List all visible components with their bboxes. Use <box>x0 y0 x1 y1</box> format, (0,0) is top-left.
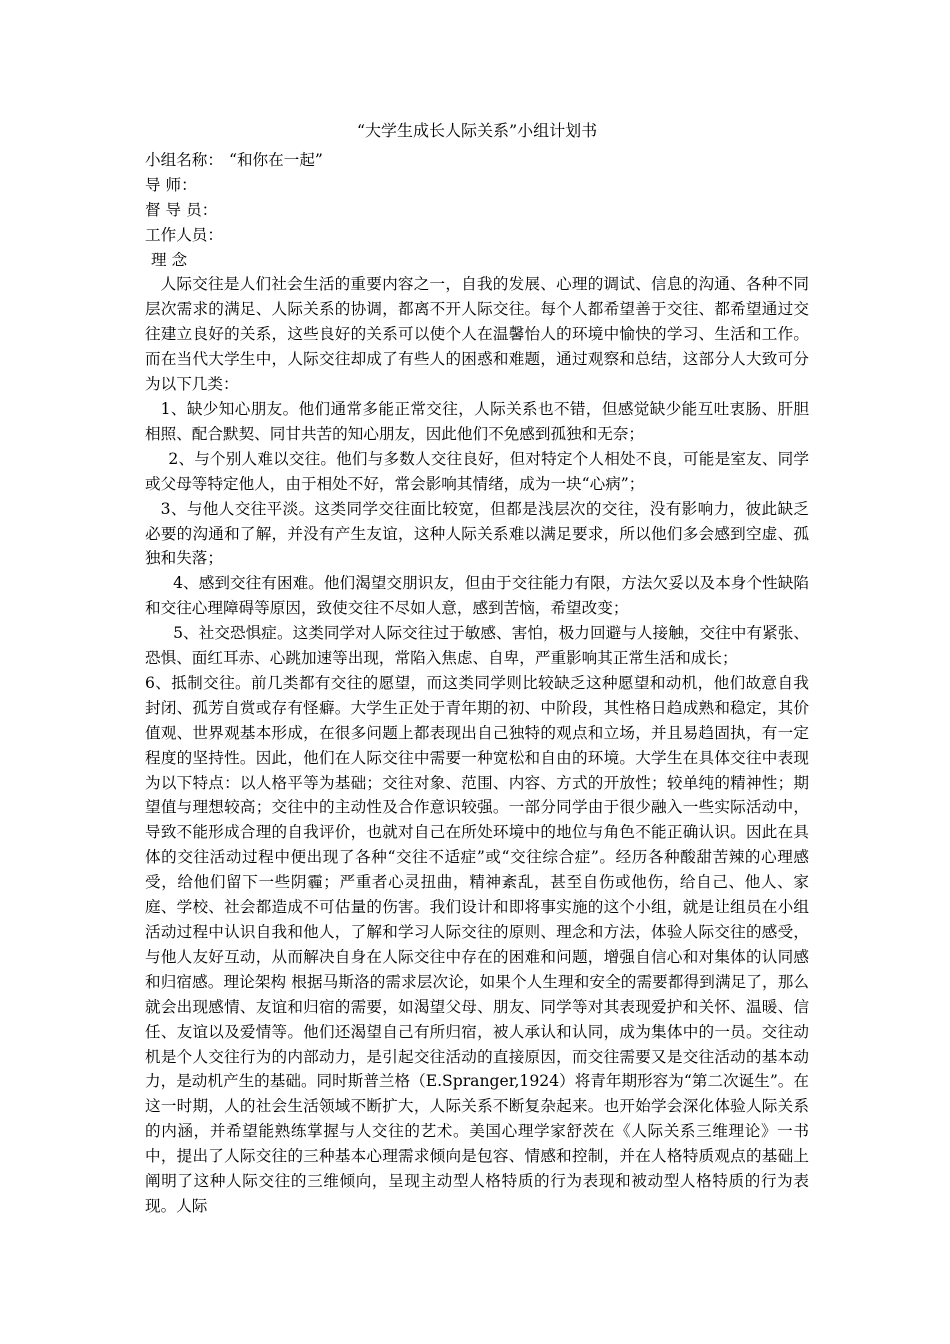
category-paragraph-2: 2、与个别人难以交往。他们与多数人交往良好，但对特定个人相处不良，可能是室友、同学或父母等特定他人，由于相处不好，常会影响其情绪，成为一块“心病”； <box>145 449 809 493</box>
group-name-value: “和你在一起” <box>228 150 323 169</box>
mentor-label: 导 师： <box>145 175 197 194</box>
document-title: “大学生成长人际关系”小组计划书 <box>356 121 598 140</box>
staff-field <box>145 223 809 248</box>
mentor-field <box>145 173 809 198</box>
category-paragraph-4: 4、感到交往有困难。他们渴望交朋识友，但由于交往能力有限，方法欠妥以及本身个性缺陷和交往心理障碍等原因，致使交往不尽如人意，感到苦恼，希望改变； <box>145 574 809 618</box>
document-body <box>145 119 809 1219</box>
supervisor-field <box>145 198 809 223</box>
category-paragraph-1: 1、缺少知心朋友。他们通常多能正常交往，人际关系也不错，但感觉缺少能互吐衷肠、肝胆相照、配合默契、同甘共苦的知心朋友，因此他们不免感到孤独和无奈； <box>145 399 809 443</box>
supervisor-label: 督 导 员： <box>145 200 218 219</box>
category-paragraph-6: 6、抵制交往。前几类都有交往的愿望，而这类同学则比较缺乏这种愿望和动机，他们故意自我封闭、孤芳自赏或存有怪癖。大学生正处于青年期的初、中阶段，其性格日趋成熟和稳定，其价值观、世界观基本形成，在很多问题上都表现出自己独特的观点和立场，并且易趋固执，有一定程度的坚持性。因此，他们在人际交往中需要一种宽松和自由的环境。大学生在具体交往中表现为以下特点：以人格平等为基础；交往对象、范围、内容、方式的开放性；较单纯的精神性；期望值与理想较高；交往中的主动性及合作意识较强。一部分同学由于很少融入一些实际活动中，导致不能形成合理的自我评价，也就对自己在所处环境中的地位与角色不能正确认识。因此在具体的交往活动过程中便出现了各种“交往不适症”或“交往综合症”。经历各种酸甜苦辣的心理感受，给他们留下一些阴霾；严重者心灵扭曲，精神紊乱，甚至自伤或他伤，给自己、他人、家庭、学校、社会都造成不可估量的伤害。我们设计和即将事实施的这个小组，就是让组员在小组活动过程中认识自我和他人，了解和学习人际交往的原则、理念和方法，体验人际交往的感受，与他人友好互动，从而解决自身在人际交往中存在的困难和问题，增强自信心和对集体的认同感和归宿感。理论架构 根据马斯洛的需求层次论，如果个人生理和安全的需要都得到满足了，那么就会出现感情、友谊和归宿的需要，如渴望父母、朋友、同学等对其表现爱护和关怀、温暖、信任、友谊以及爱情等。他们还渴望自己有所归宿，被人承认和认同，成为集体中的一员。交往动机是个人交往行为的内部动力，是引起交往活动的直接原因，而交往需要又是交往活动的基本动力，是动机产生的基础。同时斯普兰格（E.Spranger,1924）将青年期形容为“第二次诞生”。在这一时期，人的社会生活领域不断扩大，人际关系不断复杂起来。也开始学会深化体验人际关系的内涵，并希望能熟练掌握与人交往的艺术。美国心理学家舒茨在《人际关系三维理论》一书中，提出了人际交往的三种基本心理需求倾向是包容、情感和控制，并在人格特质观点的基础上阐明了这种人际交往的三维倾向，呈现主动型人格特质的行为表现和被动型人格特质的行为表现。人际 <box>145 673 809 1215</box>
group-name-label: 小组名称： <box>145 150 223 169</box>
section-heading-philosophy: 理 念 <box>151 250 188 269</box>
category-paragraph-5: 5、社交恐惧症。这类同学对人际交往过于敏感、害怕，极力回避与人接触，交往中有紧张、恐惧、面红耳赤、心跳加速等出现，常陷入焦虑、自卑，严重影响其正常生活和成长； <box>145 624 809 668</box>
category-paragraph-3: 3、与他人交往平淡。这类同学交往面比较宽，但都是浅层次的交往，没有影响力，彼此缺乏必要的沟通和了解，并没有产生友谊，这种人际关系难以满足要求，所以他们多会感到空虚、孤独和失落； <box>145 499 809 568</box>
group-name-field <box>145 148 809 173</box>
intro-paragraph: 人际交往是人们社会生活的重要内容之一，自我的发展、心理的调试、信息的沟通、各种不同层次需求的满足、人际关系的协调，都离不开人际交往。每个人都希望善于交往、都希望通过交往建立良好的关系，这些良好的关系可以使个人在温馨怡人的环境中愉快的学习、生活和工作。而在当代大学生中，人际交往却成了有些人的困惑和难题，通过观察和总结，这部分人大致可分为以下几类： <box>145 275 809 394</box>
staff-label: 工作人员： <box>145 225 223 244</box>
